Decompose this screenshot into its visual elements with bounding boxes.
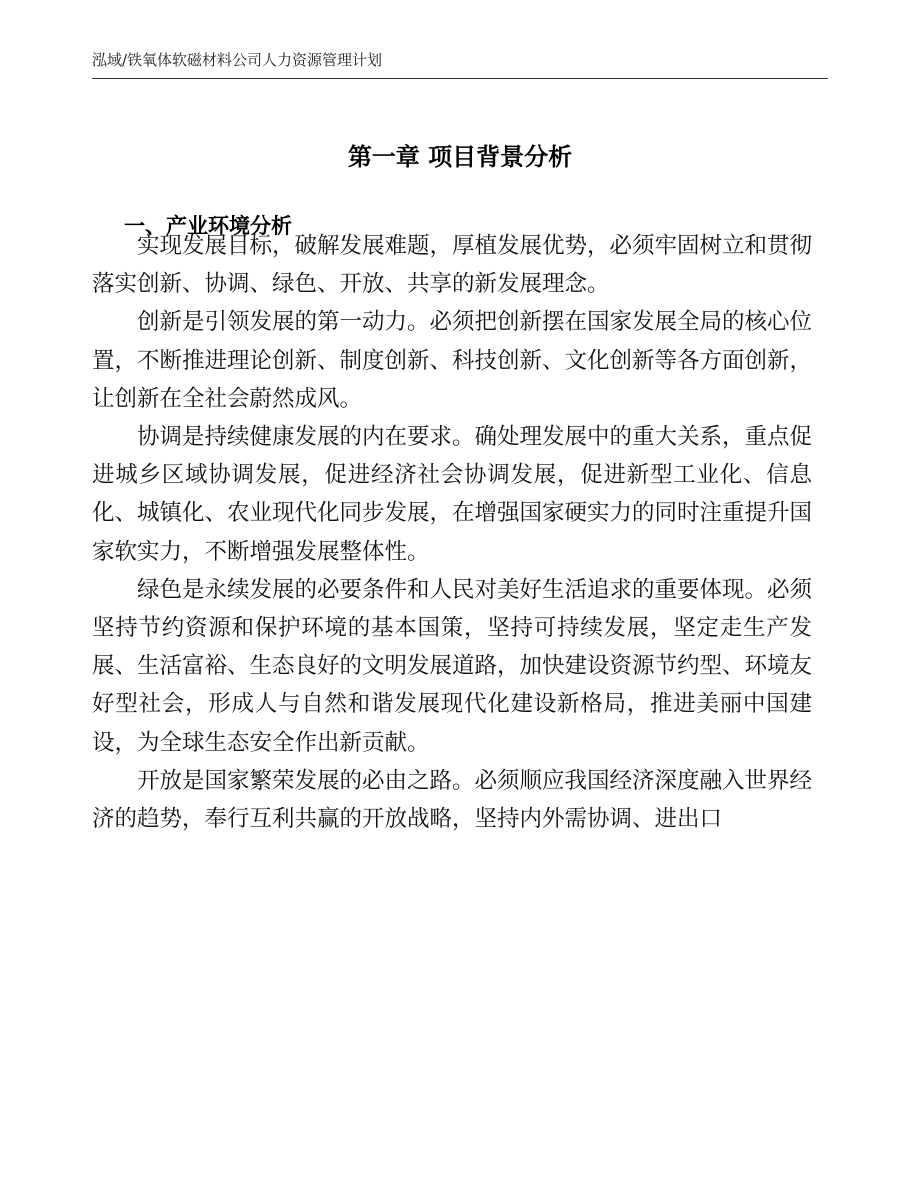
paragraph-green: 绿色是永续发展的必要条件和人民对美好生活追求的重要体现。必须坚持节约资源和保护环境的基本国策，坚持可持续发展，坚定走生产发展、生活富裕、生态良好的文明发展道路，加快建设资源节约型、环境友好型社会，形成人与自然和谐发展现代化建设新格局，推进美丽中国建设，为全球生态安全作出新贡献。 — [92, 576, 813, 756]
running-header: 泓域/铁氧体软磁材料公司人力资源管理计划 — [92, 51, 383, 69]
paragraph-opening: 开放是国家繁荣发展的必由之路。必须顺应我国经济深度融入世界经济的趋势，奉行互利共赢的开放战略，坚持内外需协调、进出口 — [92, 767, 813, 833]
chapter-title: 第一章 项目背景分析 — [347, 143, 573, 171]
paragraph-innovation: 创新是引领发展的第一动力。必须把创新摆在国家发展全局的核心位置，不断推进理论创新、制度创新、科技创新、文化创新等各方面创新，让创新在全社会蔚然成风。 — [92, 309, 813, 412]
header-divider — [92, 78, 828, 79]
paragraph-development-goals: 实现发展目标，破解发展难题，厚植发展优势，必须牢固树立和贯彻落实创新、协调、绿色、开放、共享的新发展理念。 — [92, 233, 813, 298]
section-heading: 一、产业环境分析 — [124, 214, 292, 238]
paragraph-coordination: 协调是持续健康发展的内在要求。确处理发展中的重大关系，重点促进城乡区域协调发展，促进经济社会协调发展，促进新型工业化、信息化、城镇化、农业现代化同步发展，在增强国家硬实力的同时注重提升国家软实力，不断增强发展整体性。 — [92, 424, 813, 565]
body-text — [92, 227, 812, 838]
